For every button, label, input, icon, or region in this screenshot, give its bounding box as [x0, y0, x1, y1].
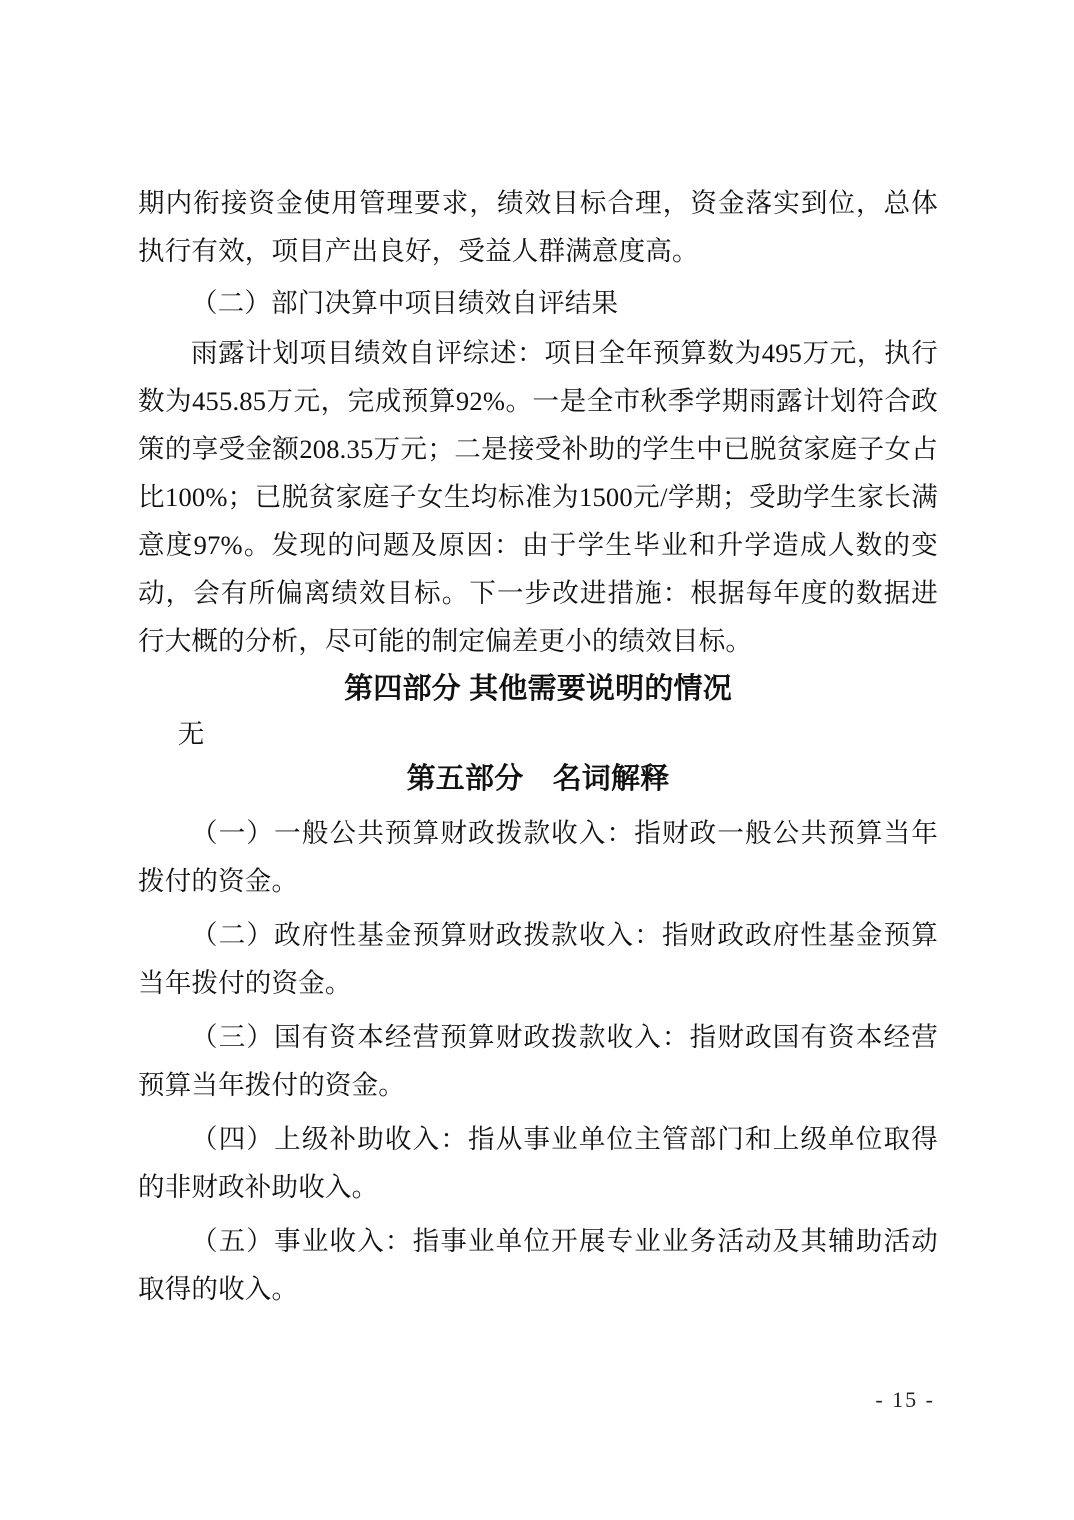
section4-heading: 第四部分 其他需要说明的情况	[344, 673, 732, 705]
definition-item-1: （一）一般公共预算财政拨款收入：指财政一般公共预算当年拨付的资金。	[138, 818, 938, 896]
section4-body-none: 无	[177, 719, 205, 749]
definition-item-2: （二）政府性基金预算财政拨款收入：指财政政府性基金预算当年拨付的资金。	[138, 920, 938, 998]
carryover-paragraph: 期内衔接资金使用管理要求，绩效目标合理，资金落实到位，总体执行有效，项目产出良好，受益人群满意度高。	[138, 188, 938, 266]
definition-item-3: （三）国有资本经营预算财政拨款收入：指财政国有资本经营预算当年拨付的资金。	[138, 1022, 938, 1100]
subheading-project-self-evaluation: （二）部门决算中项目绩效自评结果	[191, 288, 619, 318]
section5-heading: 第五部分 名词解释	[406, 763, 670, 795]
page-content	[138, 179, 938, 1313]
definition-item-5: （五）事业收入：指事业单位开展专业业务活动及其辅助活动取得的收入。	[138, 1226, 938, 1304]
self-evaluation-paragraph: 雨露计划项目绩效自评综述：项目全年预算数为495万元，执行数为455.85万元，完成预算92%。一是全市秋季学期雨露计划符合政策的享受金额208.35万元；二是接受补助的学生中已脱贫家庭子女占比100%；已脱贫家庭子女生均标准为1500元/学期；受助学生家长满意度97%。发现的问题及原因：由于学生毕业和升学造成人数的变动，会有所偏离绩效目标。下一步改进措施：根据每年度的数据进行大概的分析，尽可能的制定偏差更小的绩效目标。	[138, 338, 938, 656]
page-number: - 15 -	[875, 1387, 935, 1412]
definition-item-4: （四）上级补助收入：指从事业单位主管部门和上级单位取得的非财政补助收入。	[138, 1124, 938, 1202]
